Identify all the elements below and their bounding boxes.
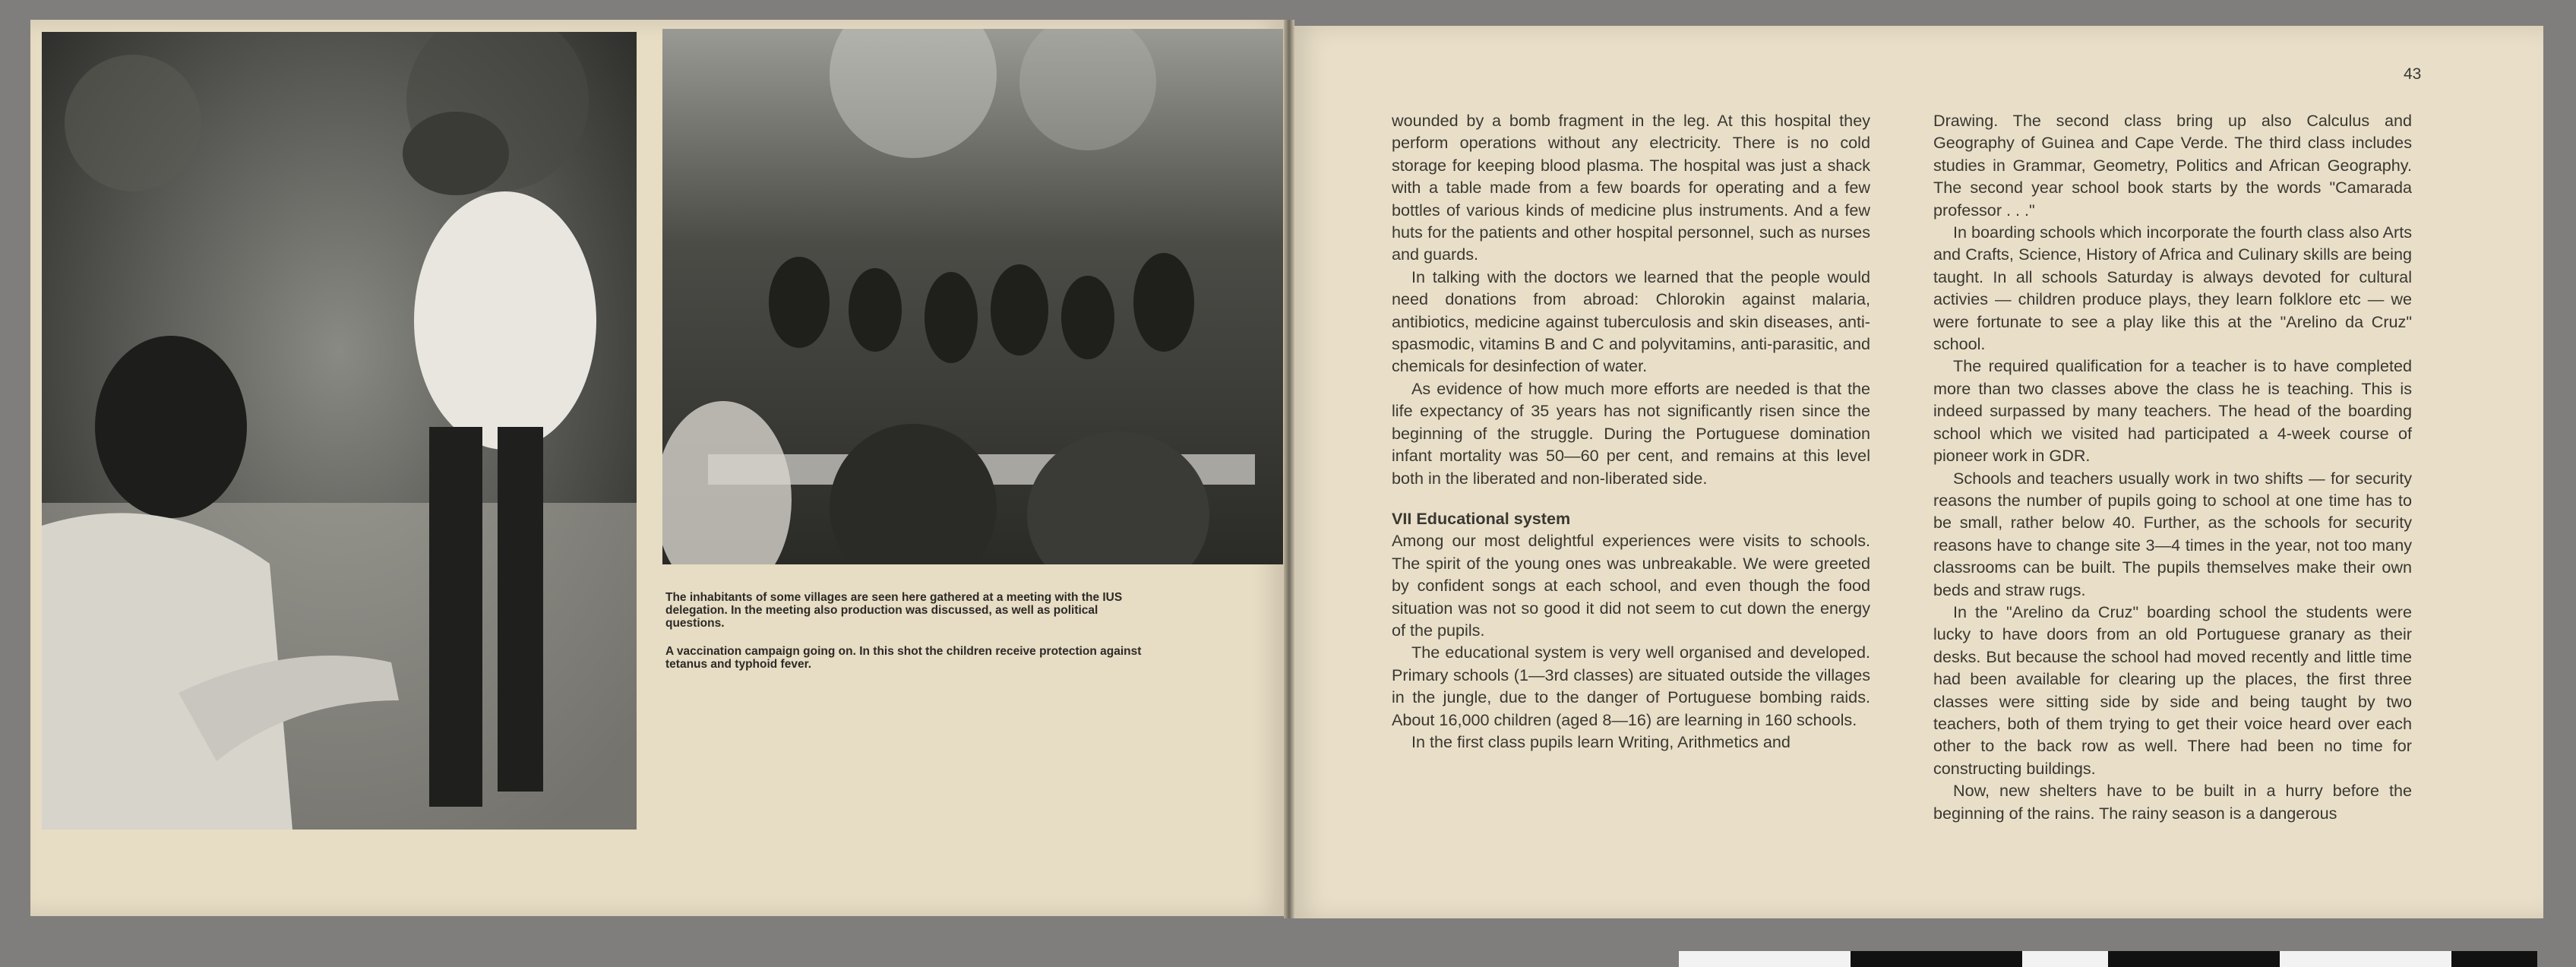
section-heading: VII Educational system bbox=[1392, 508, 1571, 528]
paragraph: In the first class pupils learn Writing, Arithmetics and bbox=[1411, 732, 1791, 751]
text-column-left bbox=[1392, 109, 1870, 753]
ruler-segment bbox=[2022, 951, 2108, 967]
photo-captions bbox=[665, 591, 1159, 686]
scale-ruler bbox=[1679, 951, 2537, 967]
paragraph: Drawing. The second class bring up also Calculus and Geography of Guinea and Cape Verde. The third class includes studies in Grammar, Geometry, Politics and African Geography. The second year school book starts by the words "Camarada professor . . ." bbox=[1933, 111, 2412, 220]
caption-meeting: The inhabitants of some villages are seen here gathered at a meeting with the IUS delegation. In the meeting also production was discussed, as well as political questions. bbox=[665, 591, 1123, 630]
paragraph: The educational system is very well organised and developed. Primary schools (1—3rd classes) are situated outside the villages in the jungle, due to the danger of Portuguese bombing raids. About 16,000 children (aged 8—16) are learning in 160 schools. bbox=[1392, 643, 1870, 729]
ruler-segment bbox=[1679, 951, 1765, 967]
photo-children-image bbox=[42, 32, 637, 830]
paragraph: In boarding schools which incorporate the fourth class also Arts and Crafts, Science, History of Africa and Culinary skills are being taught. In all schools Saturday is always devoted for cultural activies — children produce plays, they learn folklore etc — we were fortunate to see a play like this at the "Arelino da Cruz" school. bbox=[1933, 223, 2412, 354]
page-number: 43 bbox=[2404, 65, 2422, 83]
ruler-segment bbox=[2451, 951, 2537, 967]
ruler-segment bbox=[1936, 951, 2022, 967]
ruler-segment bbox=[2366, 951, 2451, 967]
paragraph: Among our most delightful experiences were visits to schools. The spirit of the young ones was unbreakable. We were greeted by confident songs at each school, and even though the food situation was not so good it did not seem to cut down the energy of the pupils. bbox=[1392, 531, 1870, 640]
book-gutter bbox=[1284, 20, 1294, 918]
paragraph: The required qualification for a teacher is to have completed more than two classes above the class he is teaching. This is indeed surpassed by many teachers. The head of the boarding school which we visited had participated a 4-week course of pioneer work in GDR. bbox=[1933, 356, 2412, 466]
paragraph: In the "Arelino da Cruz" boarding school the students were lucky to have doors from an old Portuguese granary as their desks. But because the school had moved recently and little time had been available for clearing up the places, the first three classes were sitting side by side and being taught by two teachers, both of them trying to get their voice heard over each other to the back row as well. There had been no time for constructing buildings. bbox=[1933, 602, 2412, 778]
ruler-segment bbox=[2280, 951, 2366, 967]
paragraph: wounded by a bomb fragment in the leg. At this hospital they perform operations without any electricity. There is no cold storage for keeping blood plasma. The hospital was just a shack with a table made from a few boards for operating and a few bottles of various kinds of medicine plus instruments. And a few huts for the patients and other hospital personnel, such as nurses and guards. bbox=[1392, 111, 1870, 264]
text-column-right bbox=[1933, 109, 2412, 824]
ruler-segment bbox=[1851, 951, 1936, 967]
paragraph: In talking with the doctors we learned that the people would need donations from abroad: Chlorokin against malaria, antibiotics, medicine against tuberculosis and skin diseases, anti-spasmodic, vitamins B and C and polyvitamins, anti-parasitic, and chemicals for desinfection of water. bbox=[1392, 267, 1870, 376]
photo-children-vaccination bbox=[42, 32, 637, 830]
ruler-segment bbox=[2108, 951, 2194, 967]
photo-meeting-image bbox=[662, 29, 1283, 564]
caption-vaccination: A vaccination campaign going on. In this shot the children receive protection against tetanus and typhoid fever. bbox=[665, 645, 1142, 671]
ruler-segment bbox=[1765, 951, 1851, 967]
photo-village-meeting bbox=[662, 29, 1283, 564]
paragraph: Schools and teachers usually work in two shifts — for security reasons the number of pupils going to school at one time has to be small, rather below 40. Further, as the schools for security reasons have to change site 3—4 times in the year, not too many classrooms can be built. The pupils themselves make their own beds and straw rugs. bbox=[1933, 468, 2412, 599]
paragraph: As evidence of how much more efforts are needed is that the life expectancy of 35 years has not significantly risen since the beginning of the struggle. During the Portuguese domination infant mortality was 50—60 per cent, and remains at this level both in the liberated and non-liberated side. bbox=[1392, 378, 1870, 488]
paragraph: Now, new shelters have to be built in a hurry before the beginning of the rains. The rainy season is a dangerous bbox=[1933, 781, 2412, 823]
ruler-segment bbox=[2194, 951, 2280, 967]
